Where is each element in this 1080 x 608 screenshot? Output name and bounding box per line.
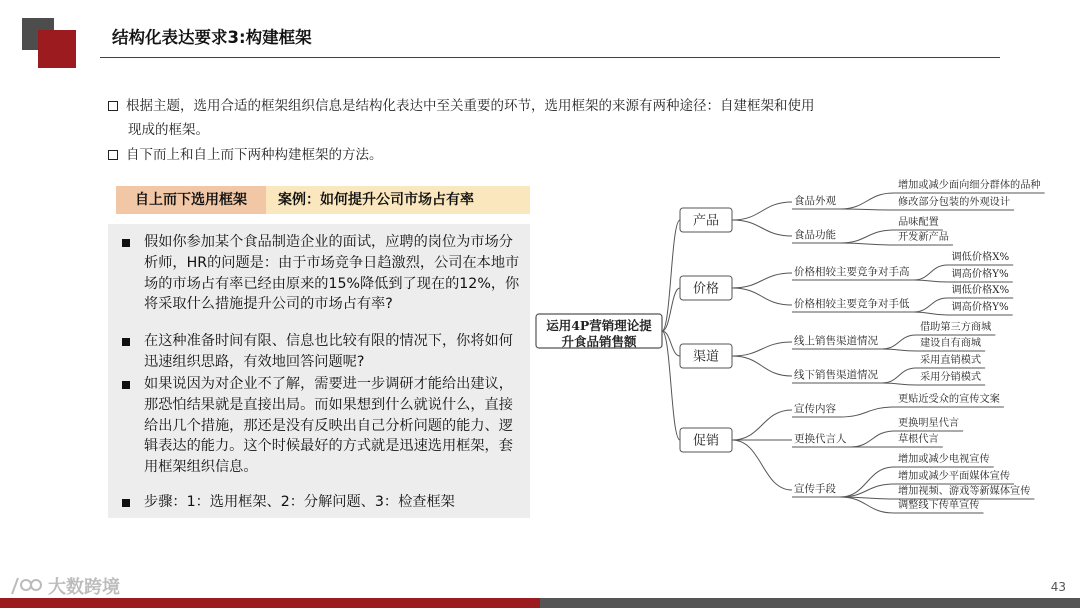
mindmap-connector <box>882 368 916 383</box>
logo-mark-circle <box>21 580 31 590</box>
bullet-build-methods <box>108 143 1008 167</box>
checkbox-bullet-icon <box>108 101 118 111</box>
panel-paragraph: 步骤：1：选用框架、2：分解问题、3：检查框架 <box>122 492 520 513</box>
mindmap-connector <box>840 193 894 209</box>
case-tag: 案例：如何提升公司市场占有率 <box>266 186 530 214</box>
brand-logo <box>10 574 170 598</box>
mindmap-leaf-label: 更贴近受众的宣传文案 <box>898 394 1000 405</box>
mindmap-child-label: 价格相较主要竞争对手高 <box>794 266 910 278</box>
mindmap-leaf-label: 调整线下传单宣传 <box>898 500 980 511</box>
panel-paragraph: 在这种准备时间有限、信息也比较有限的情况下，你将如何迅速组织思路，有效地回答问题呢? <box>122 331 520 373</box>
bullet-text: 自下而上和自上而下两种构建框架的方法。 <box>126 147 383 163</box>
mindmap-leaf-label: 品味配置 <box>898 217 939 228</box>
logo-text: 大数跨境 <box>48 577 120 598</box>
mindmap-root-label <box>546 318 652 349</box>
page-title: 结构化表达要求3:构建框架 <box>112 28 312 47</box>
mindmap-4p <box>530 172 1070 524</box>
mindmap-connector <box>732 220 792 236</box>
mindmap-connector <box>851 431 895 447</box>
mindmap-leaf-label: 调低价格X% <box>951 252 1010 263</box>
panel-paragraph: 假如你参加某个食品制造企业的面试，应聘的岗位为市场分析师，HR的问题是：由于市场竞争日趋激烈，公司在本地市场的市场占有率已经由原来的15%降低到了现在的12%，你将采取什么措施提升公司的市场占有率? <box>122 232 520 315</box>
mindmap-connector <box>840 484 894 497</box>
mindmap-connector <box>732 202 792 220</box>
mindmap-root-line: 运用4P营销理论提 <box>546 317 652 333</box>
mindmap-branch-label: 促销 <box>692 433 720 449</box>
mindmap-child-label: 食品外观 <box>794 195 836 207</box>
mindmap-branch-label: 价格 <box>692 281 720 297</box>
mindmap-leaf-label: 调高价格Y% <box>951 269 1009 280</box>
mindmap-child-label: 线上销售渠道情况 <box>794 335 878 347</box>
mindmap-branch-label: 渠道 <box>692 349 720 365</box>
mindmap-connector <box>732 273 792 288</box>
bullet-text-line1: 根据主题，选用合适的框架组织信息是结构化表达中至关重要的环节，选用框架的来源有两种途径：自建框架和使用 <box>126 98 815 114</box>
mindmap-leaf-label: 更换明星代言 <box>898 418 960 429</box>
mindmap-leaf-label: 增加或减少电视宣传 <box>898 454 990 465</box>
mindmap-root-line: 升食品销售额 <box>561 333 637 349</box>
mindmap-leaf-label: 借助第三方商城 <box>920 322 992 333</box>
method-tag: 自上而下选用框架 <box>116 186 266 214</box>
mindmap-connector <box>914 265 948 280</box>
mindmap-child-label: 价格相较主要竞争对手低 <box>794 298 910 310</box>
mindmap-connector <box>840 243 894 245</box>
mindmap-connector <box>732 410 792 440</box>
mindmap-connector <box>914 312 948 315</box>
square-bullet-icon <box>122 381 130 389</box>
mindmap-leaf-label: 增加或减少面向细分群体的品种 <box>898 180 1041 191</box>
mindmap-connector <box>662 331 680 440</box>
checkbox-bullet-icon <box>108 150 118 160</box>
footer-bar-red <box>0 598 540 608</box>
header-decor-red-square <box>38 30 76 68</box>
mindmap-leaf-label: 建设自有商城 <box>920 338 982 349</box>
page-number: 43 <box>1050 580 1066 594</box>
mindmap-branch-label: 产品 <box>692 213 720 229</box>
mindmap-connector <box>882 335 916 349</box>
logo-mark-circle <box>31 580 41 590</box>
square-bullet-icon <box>122 239 130 247</box>
mindmap-leaf-label: 采用分销模式 <box>920 372 982 383</box>
mindmap-connector <box>732 356 792 376</box>
mindmap-connector <box>914 280 948 282</box>
mindmap-connector <box>662 288 680 331</box>
mindmap-leaf-label: 增加或减少平面媒体宣传 <box>898 471 1011 482</box>
mindmap-connector <box>840 467 894 497</box>
mindmap-leaf-label: 开发新产品 <box>898 232 949 243</box>
mindmap-connector <box>732 440 792 490</box>
mindmap-leaf-label: 增加视频、游戏等新媒体宣传 <box>898 486 1031 497</box>
square-bullet-icon <box>122 338 130 346</box>
bullet-text-line2: 现成的框架。 <box>128 122 209 138</box>
mindmap-child-label: 更换代言人 <box>794 433 847 445</box>
mindmap-connector <box>732 288 792 305</box>
case-panel <box>108 224 530 518</box>
mindmap-connector <box>882 383 916 385</box>
title-underline <box>100 57 1000 58</box>
square-bullet-icon <box>122 499 130 507</box>
bullet-frame-sources <box>108 94 1008 142</box>
mindmap-child-label: 宣传内容 <box>794 403 836 415</box>
mindmap-leaf-label: 调高价格Y% <box>951 302 1009 313</box>
mindmap-connector <box>840 407 894 417</box>
mindmap-child-label: 线下销售渠道情况 <box>794 369 878 381</box>
mindmap-connector <box>662 220 680 331</box>
mindmap-connector <box>840 209 894 210</box>
mindmap-connector <box>732 342 792 356</box>
mindmap-connector <box>882 349 916 351</box>
panel-paragraph: 如果说因为对企业不了解，需要进一步调研才能给出建议，那恐怕结果就是直接出局。而如果想到什么就说什么，直接给出几个措施，那还是没有反映出自己分析问题的能力、逻辑表达的能力。这个时候最好的方式就是迅速选用框架，套用框架组织信息。 <box>122 374 520 478</box>
mindmap-connector <box>914 298 948 312</box>
mindmap-leaf-label: 草根代言 <box>898 434 939 445</box>
mindmap-leaf-label: 修改部分包装的外观设计 <box>898 197 1011 208</box>
mindmap-connector <box>840 230 894 243</box>
mindmap-child-label: 食品功能 <box>794 229 836 241</box>
mindmap-child-label: 宣传手段 <box>794 483 836 495</box>
logo-mark-stroke <box>12 578 18 594</box>
mindmap-leaf-label: 调低价格X% <box>951 285 1010 296</box>
mindmap-leaf-label: 采用直销模式 <box>920 355 982 366</box>
